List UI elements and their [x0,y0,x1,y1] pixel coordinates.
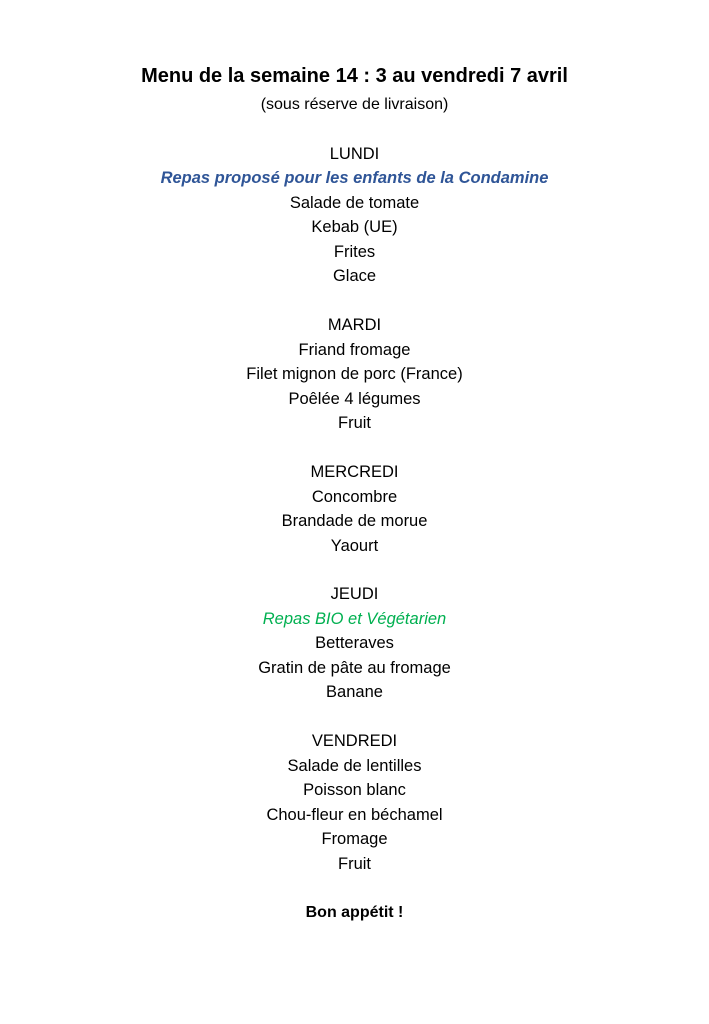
page-subtitle: (sous réserve de livraison) [260,96,449,113]
menu-item: Banane [326,683,383,701]
menu-item: Concombre [311,488,398,506]
menu-item: Fromage [321,830,388,848]
day-heading-jeudi: JEUDI [330,585,379,603]
menu-item: Poêlée 4 légumes [288,390,421,408]
menu-item: Fruit [338,414,371,432]
menu-item: Yaourt [330,537,379,555]
menu-item: Gratin de pâte au fromage [258,659,451,677]
menu-item: Glace [332,267,377,285]
day-heading-lundi: LUNDI [329,145,380,163]
menu-item: Salade de tomate [289,194,420,212]
menu-item: Friand fromage [298,341,411,359]
menu-item: Chou-fleur en béchamel [266,806,443,824]
day-heading-vendredi: VENDREDI [311,732,398,750]
menu-item: Filet mignon de porc (France) [246,365,463,383]
menu-item: Brandade de morue [281,512,428,530]
page-title: Menu de la semaine 14 : 3 au vendredi 7 avril [141,65,568,87]
menu-item: Betteraves [315,634,394,652]
closing-message: Bon appétit ! [305,904,404,921]
menu-item: Fruit [338,855,371,873]
day-note-jeudi: Repas BIO et Végétarien [262,610,447,628]
day-heading-mardi: MARDI [327,316,382,334]
day-note-lundi: Repas proposé pour les enfants de la Condamine [160,169,549,187]
menu-item: Salade de lentilles [287,757,422,775]
day-heading-mercredi: MERCREDI [310,463,399,481]
menu-item: Poisson blanc [303,781,406,799]
menu-item: Frites [333,243,376,261]
menu-item: Kebab (UE) [311,218,398,236]
